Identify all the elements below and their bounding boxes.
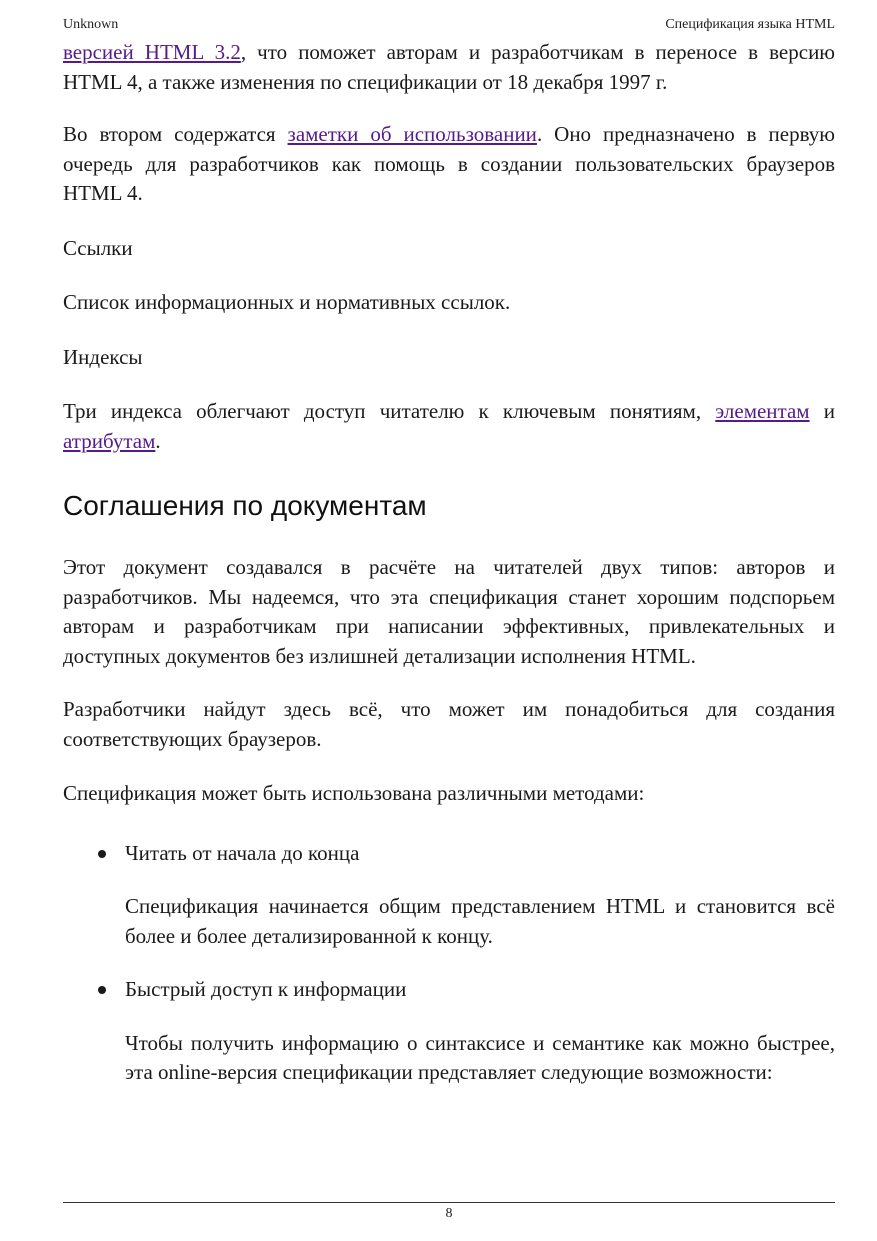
page-number: 8 xyxy=(445,1206,453,1221)
paragraph xyxy=(63,38,835,97)
attributes-link[interactable]: атрибутам xyxy=(63,428,156,453)
list-item-title: Быстрый доступ к информации xyxy=(125,977,407,1001)
list-item-description: Чтобы получить информацию о синтаксисе и семантике как можно быстрее, эта online-версия спецификации представляет следующие возможности: xyxy=(125,1030,835,1084)
paragraph: Этот документ создавался в расчёте на читателей двух типов: авторов и разработчиков. Мы надеемся, что эта спецификация станет хорошим подспорьем авторам и разработчикам при написании эффективных, привлекательных и доступных документов без излишней детализации исполнения HTML. xyxy=(63,555,835,668)
list-item-title: Читать от начала до конца xyxy=(125,840,360,865)
html32-link[interactable]: версией HTML 3.2 xyxy=(63,40,241,64)
section-label-references: Ссылки xyxy=(63,235,133,260)
paragraph-text: . xyxy=(155,428,161,453)
header-title: Спецификация языка HTML xyxy=(665,17,835,32)
footer-divider xyxy=(63,1202,835,1203)
paragraph-text: Во втором содержатся xyxy=(63,122,288,146)
list-item xyxy=(63,975,835,1088)
paragraph-text: Три индекса облегчают доступ читателю к ключевым понятиям, xyxy=(63,399,716,423)
paragraph-text: , что поможет авторам и разработчикам в переносе в версию HTML 4, а также изменения по спецификации от 18 декабря 1997 г. xyxy=(63,40,836,94)
elements-link[interactable]: элементам xyxy=(715,399,810,423)
section-heading: Соглашения по документам xyxy=(63,490,427,521)
paragraph xyxy=(63,397,835,456)
list-item-description: Спецификация начинается общим представлением HTML и становится всё более и более детализированной к концу. xyxy=(125,894,835,948)
header-left: Unknown xyxy=(63,17,119,32)
bullet-icon xyxy=(98,986,106,994)
list-item xyxy=(63,839,835,952)
usage-methods-list xyxy=(63,839,835,1088)
bullet-icon xyxy=(98,850,106,858)
section-label-indexes: Индексы xyxy=(63,344,143,369)
paragraph-text: . Оно предназначено в первую очередь для разработчиков как помощь в создании пользовательских браузеров HTML 4. xyxy=(63,122,835,205)
paragraph: Спецификация может быть использована различными методами: xyxy=(63,781,645,805)
paragraph xyxy=(63,120,835,209)
usage-notes-link[interactable]: заметки об использовании xyxy=(287,122,537,146)
paragraph: Разработчики найдут здесь всё, что может им понадобиться для создания соответствующих браузеров. xyxy=(63,697,835,751)
paragraph-text: и xyxy=(809,399,835,423)
document-body xyxy=(63,38,835,1088)
paragraph: Список информационных и нормативных ссылок. xyxy=(63,290,511,314)
page-header xyxy=(63,17,835,35)
